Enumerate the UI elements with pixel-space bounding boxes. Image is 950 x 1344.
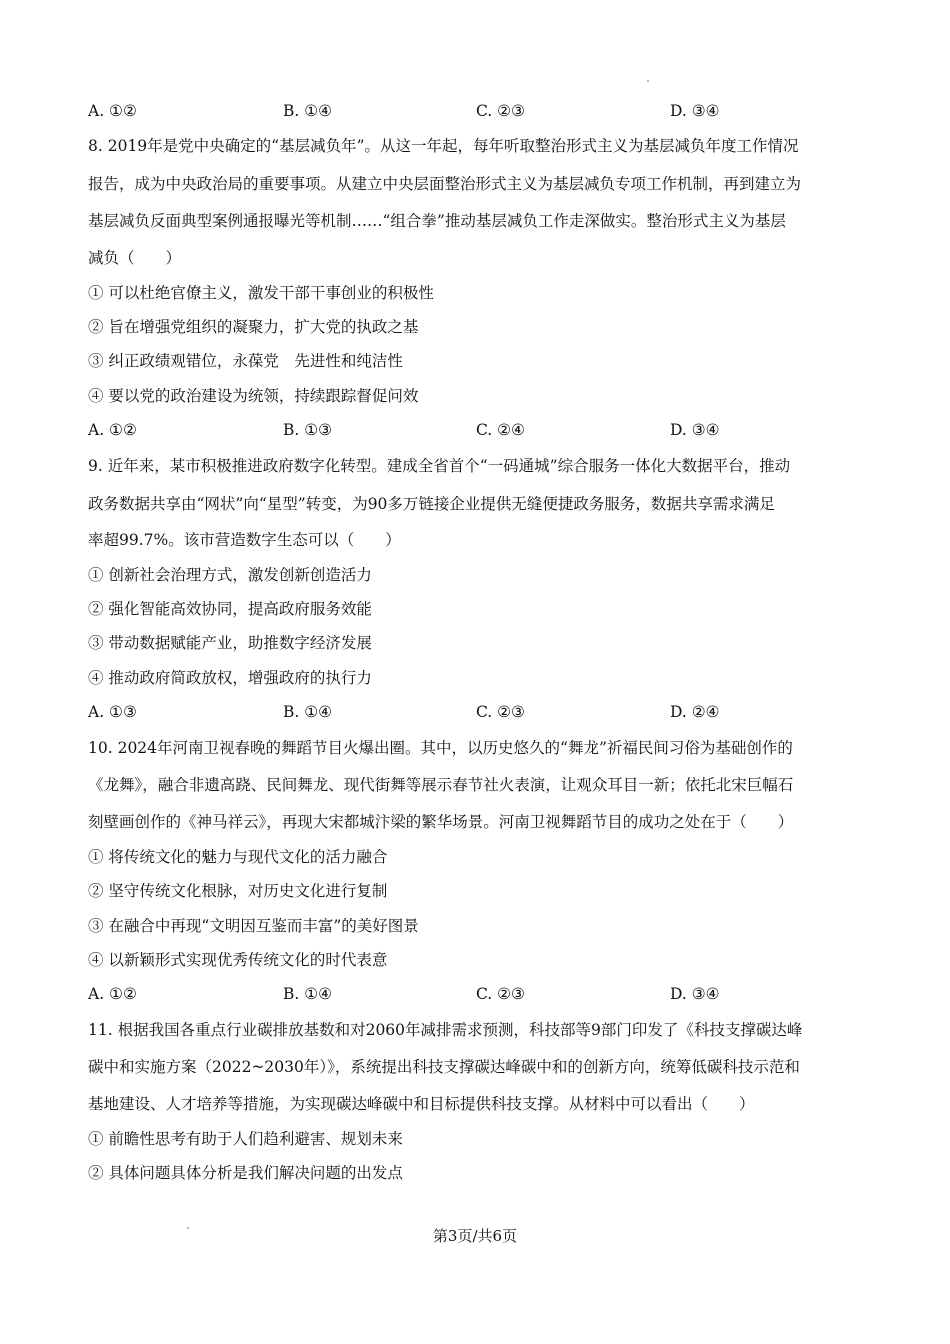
q8-options (88, 420, 868, 440)
q9-item-1: ① 创新社会治理方式，激发创新创造活力 (88, 566, 372, 584)
q8-stem-line: 8. 2019年是党中央确定的“基层减负年”。从这一年起，每年听取整治形式主义为基层减负年度工作情况 (88, 137, 799, 155)
q8-item-4: ④ 要以党的政治建设为统领，持续跟踪督促问效 (88, 387, 419, 405)
q10-item-1: ① 将传统文化的魅力与现代文化的活力融合 (88, 848, 388, 866)
q10-item-3: ③ 在融合中再现“文明因互鉴而丰富”的美好图景 (88, 917, 419, 935)
q9-item-3: ③ 带动数据赋能产业，助推数字经济发展 (88, 634, 372, 652)
q7-option-c: C. ②③ (476, 102, 525, 120)
q9-option-d: D. ②④ (670, 703, 720, 721)
q9-options (88, 702, 868, 722)
q11-stem-line: 碳中和实施方案（2022~2030年）》，系统提出科技支撑碳达峰碳中和的创新方向，统筹低碳科技示范和 (88, 1058, 800, 1076)
q10-option-a: A. ①② (88, 985, 137, 1003)
q11-item-2: ② 具体问题具体分析是我们解决问题的出发点 (88, 1164, 403, 1182)
q8-stem-line: 报告，成为中央政治局的重要事项。从建立中央层面整治形式主义为基层减负专项工作机制，再到建立为 (88, 175, 802, 193)
q10-item-2: ② 坚守传统文化根脉，对历史文化进行复制 (88, 882, 388, 900)
q8-stem-line: 基层减负反面典型案例通报曝光等机制……“组合拳”推动基层减负工作走深做实。整治形式主义为基层 (88, 212, 786, 230)
q10-item-4: ④ 以新颖形式实现优秀传统文化的时代表意 (88, 951, 388, 969)
q10-stem-line: 《龙舞》，融合非遗高跷、民间舞龙、现代街舞等展示春节社火表演，让观众耳目一新；依托北宋巨幅石 (88, 776, 794, 794)
q10-stem-line: 10. 2024年河南卫视春晚的舞蹈节目火爆出圈。其中，以历史悠久的“舞龙”祈福民间习俗为基础创作的 (88, 739, 793, 757)
q7-options (88, 101, 868, 121)
q10-options (88, 984, 868, 1004)
q9-option-b: B. ①④ (283, 703, 333, 721)
q11-stem-line: 11. 根据我国各重点行业碳排放基数和对2060年减排需求预测，科技部等9部门印发了《科技支撑碳达峰 (88, 1021, 803, 1039)
q8-item-2: ② 旨在增强党组织的凝聚力，扩大党的执政之基 (88, 318, 419, 336)
q9-item-4: ④ 推动政府简政放权，增强政府的执行力 (88, 669, 372, 687)
scan-speck (647, 80, 649, 82)
q10-option-b: B. ①④ (283, 985, 333, 1003)
page-number: 第3页/共6页 (432, 1227, 518, 1245)
q9-option-a: A. ①③ (88, 703, 137, 721)
q10-option-d: D. ③④ (670, 985, 720, 1003)
q9-stem-line: 9. 近年来，某市积极推进政府数字化转型。建成全省首个“一码通城”综合服务一体化大数据平台，推动 (88, 457, 791, 475)
q10-stem-line: 刻壁画创作的《神马祥云》，再现大宋都城汴梁的繁华场景。河南卫视舞蹈节目的成功之处在于（ ） (88, 813, 794, 831)
q9-option-c: C. ②③ (476, 703, 525, 721)
q9-stem-line: 率超99.7%。该市营造数字生态可以（ ） (88, 531, 401, 549)
q7-option-a: A. ①② (88, 102, 137, 120)
q8-option-b: B. ①③ (283, 421, 333, 439)
q8-option-a: A. ①② (88, 421, 137, 439)
q10-option-c: C. ②③ (476, 985, 525, 1003)
q8-item-1: ① 可以杜绝官僚主义，激发干部干事创业的积极性 (88, 284, 434, 302)
q9-item-2: ② 强化智能高效协同，提高政府服务效能 (88, 600, 372, 618)
q8-stem-line: 减负（ ） (88, 249, 182, 267)
q11-item-1: ① 前瞻性思考有助于人们趋利避害、规划未来 (88, 1130, 403, 1148)
q7-option-d: D. ③④ (670, 102, 720, 120)
q8-item-3: ③ 纠正政绩观错位，永葆党 先进性和纯洁性 (88, 352, 403, 370)
q8-option-d: D. ③④ (670, 421, 720, 439)
q8-option-c: C. ②④ (476, 421, 525, 439)
q9-stem-line: 政务数据共享由“网状”向“星型”转变，为90多万链接企业提供无缝便捷政务服务，数据共享需求满足 (88, 495, 775, 513)
q7-option-b: B. ①④ (283, 102, 333, 120)
q11-stem-line: 基地建设、人才培养等措施，为实现碳达峰碳中和目标提供科技支撑。从材料中可以看出（ ） (88, 1095, 755, 1113)
